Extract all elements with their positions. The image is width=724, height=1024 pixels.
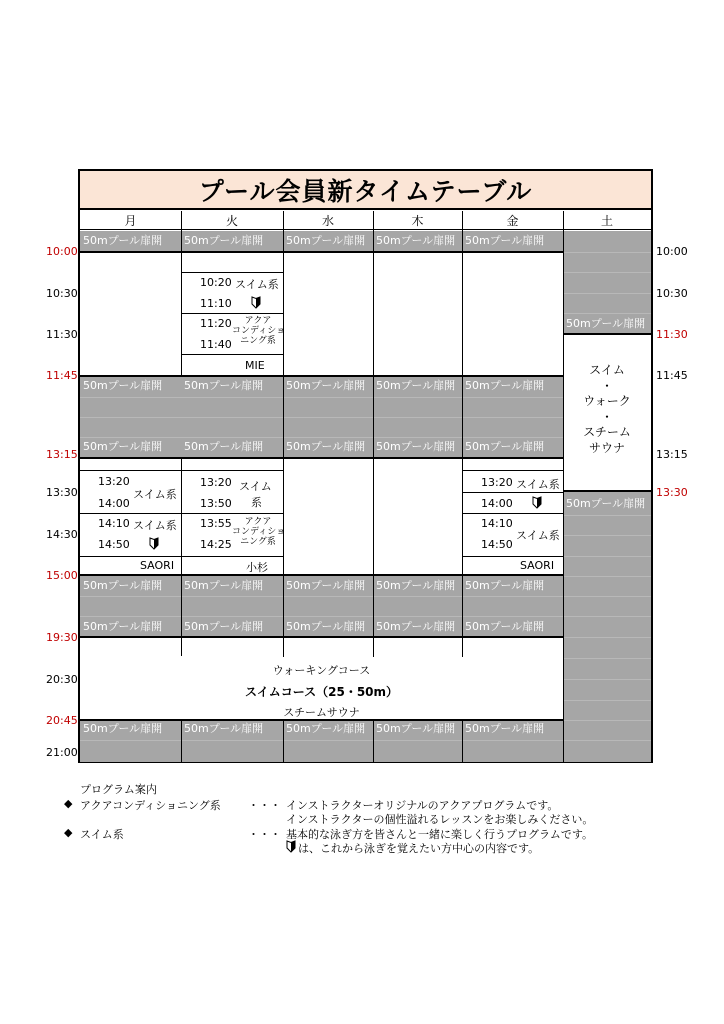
door-open-label: 50mプール扉開	[465, 379, 545, 392]
column-line	[181, 458, 182, 656]
sat-grid-line	[563, 535, 651, 536]
tue-aqua-label-1: アクア	[244, 316, 272, 326]
tue-aqua-label-3: ニング系	[240, 336, 276, 346]
mon-a-start: 13:20	[98, 475, 130, 488]
sat-grid-line	[563, 679, 651, 680]
tue-pm-b-start: 13:55	[200, 517, 232, 530]
left-time-1430: 14:30	[46, 528, 78, 541]
column-line	[462, 211, 463, 657]
tue-pm-b-label-3: ニング系	[240, 537, 276, 547]
evening-walking: ウォーキングコース	[272, 664, 371, 677]
sat-grid-line	[563, 313, 651, 314]
sat-block-line: ・	[600, 378, 613, 393]
door-open-label: 50mプール扉開	[465, 234, 545, 247]
tue-am-instructor: MIE	[245, 359, 265, 372]
door-open-label: 50mプール扉開	[286, 234, 366, 247]
legend-swim-desc-2: は、これから泳ぎを覚えたい方中心の内容です。	[298, 842, 540, 855]
door-open-label: 50mプール扉開	[184, 722, 264, 735]
separator-1145	[80, 375, 563, 377]
column-line	[373, 720, 374, 762]
tue-pm-instructor: 小杉	[246, 561, 268, 574]
sat-block-line: ・	[600, 409, 613, 424]
door-open-label: 50mプール扉開	[376, 379, 456, 392]
grid-line	[80, 417, 563, 418]
tue-pm-b-label	[232, 517, 284, 547]
door-open-label: 50mプール扉開	[184, 234, 264, 247]
tue-swim-label: スイム系	[235, 278, 279, 291]
sat-grid-line	[563, 616, 651, 617]
door-open-label: 50mプール扉開	[286, 722, 366, 735]
separator-1930	[80, 636, 563, 638]
day-header-mon: 月	[80, 211, 181, 230]
sat-block-line: スチーム	[583, 425, 631, 439]
right-time-1145: 11:45	[656, 369, 688, 382]
column-line	[283, 211, 284, 376]
door-open-label: 50mプール扉開	[286, 620, 366, 633]
tue-aqua-start: 11:20	[200, 317, 232, 330]
legend-dots: ・・・	[248, 828, 281, 841]
door-open-label: 50mプール扉開	[465, 579, 545, 592]
door-open-label: 50mプール扉開	[184, 440, 264, 453]
beginner-mark-icon	[286, 840, 296, 853]
sat-grid-line	[563, 740, 651, 741]
tue-pm-a-start: 13:20	[200, 476, 232, 489]
day-header-sat: 土	[563, 211, 651, 230]
tue-pm-line	[181, 513, 283, 514]
tue-am-line	[181, 272, 283, 273]
left-time-1000: 10:00	[46, 245, 78, 258]
mon-pm-instructor: SAORI	[140, 559, 175, 572]
door-open-label: 50mプール扉開	[83, 620, 163, 633]
door-open-label: 50mプール扉開	[184, 620, 264, 633]
sat-grid-line	[563, 272, 651, 273]
column-line	[373, 211, 374, 657]
evening-steam-sauna: スチームサウナ	[283, 706, 360, 719]
door-open-label: 50mプール扉開	[376, 722, 456, 735]
left-time-1145: 11:45	[46, 369, 78, 382]
legend-bullet: ◆	[64, 797, 73, 810]
fri-a-end: 14:00	[481, 497, 513, 510]
mon-pm-line	[80, 470, 181, 471]
tue-pm-b-label-2: コンディショ	[232, 527, 286, 537]
tue-pm-a-label-1: スイム	[239, 480, 272, 493]
grid-line	[80, 596, 563, 597]
sat-grid-line	[563, 293, 651, 294]
door-open-label: 50mプール扉開	[465, 722, 545, 735]
fri-pm-line	[462, 492, 563, 493]
fri-b-end: 14:50	[481, 538, 513, 551]
right-time-1030: 10:30	[656, 287, 688, 300]
door-open-label: 50mプール扉開	[83, 234, 163, 247]
column-line	[283, 720, 284, 762]
sat-grid-line	[563, 596, 651, 597]
right-time-1315: 13:15	[656, 448, 688, 461]
sat-grid-line	[563, 576, 651, 577]
right-time-1130: 11:30	[656, 328, 688, 341]
fri-a-label: スイム系	[516, 478, 560, 491]
left-time-2030: 20:30	[46, 673, 78, 686]
sat-grid-line	[563, 637, 651, 638]
sat-block-line: サウナ	[588, 440, 625, 455]
left-time-1315: 13:15	[46, 448, 78, 461]
door-open-label: 50mプール扉開	[286, 579, 366, 592]
fri-a-start: 13:20	[481, 476, 513, 489]
day-header-tue: 火	[181, 211, 283, 230]
door-open-label: 50mプール扉開	[376, 234, 456, 247]
tue-aqua-end: 11:40	[200, 338, 232, 351]
mon-pm-line	[80, 556, 181, 557]
legend-aqua-name: アクアコンディショニング系	[80, 799, 221, 812]
beginner-mark-icon	[149, 537, 159, 550]
door-open-label: 50mプール扉開	[184, 379, 264, 392]
door-open-label: 50mプール扉開	[286, 379, 366, 392]
sat-block-line: ウォーク	[583, 394, 631, 408]
sat-grid-line	[563, 700, 651, 701]
left-time-1130: 11:30	[46, 328, 78, 341]
sat-grid-line	[563, 252, 651, 253]
separator-1500	[80, 574, 563, 576]
door-open-label: 50mプール扉開	[465, 440, 545, 453]
legend-heading: プログラム案内	[80, 783, 157, 796]
legend-dots: ・・・	[248, 799, 281, 812]
tue-swim-end: 11:10	[200, 297, 232, 310]
sat-grid-line	[563, 658, 651, 659]
door-open-label: 50mプール扉開	[83, 440, 163, 453]
legend-swim-desc-1: 基本的な泳ぎ方を皆さんと一緒に楽しく行うプログラムです。	[286, 828, 594, 841]
legend-aqua-desc-1: インストラクターオリジナルのアクアプログラムです。	[286, 799, 559, 812]
fri-pm-line	[462, 513, 563, 514]
separator-1000	[80, 251, 563, 253]
tue-swim-start: 10:20	[200, 276, 232, 289]
tue-am-line	[181, 313, 283, 314]
legend-bullet: ◆	[64, 826, 73, 839]
separator-1315	[80, 457, 563, 459]
tue-pm-line	[181, 470, 283, 471]
door-open-label: 50mプール扉開	[83, 722, 163, 735]
left-time-2045: 20:45	[46, 714, 78, 727]
left-time-1930: 19:30	[46, 631, 78, 644]
left-time-1330: 13:30	[46, 486, 78, 499]
sat-open-block	[563, 333, 651, 492]
door-open-label-sat: 50mプール扉開	[566, 317, 646, 330]
day-header-fri: 金	[462, 211, 563, 230]
fri-pm-instructor: SAORI	[520, 559, 555, 572]
door-open-label: 50mプール扉開	[83, 379, 163, 392]
sat-grid-line	[563, 720, 651, 721]
column-line	[462, 720, 463, 762]
right-time-1330: 13:30	[656, 486, 688, 499]
door-open-label: 50mプール扉開	[376, 620, 456, 633]
tue-pm-line	[181, 556, 283, 557]
column-line	[181, 211, 182, 376]
day-header-thu: 木	[373, 211, 462, 230]
left-time-1030: 10:30	[46, 287, 78, 300]
tue-pm-b-end: 14:25	[200, 538, 232, 551]
legend-swim-name: スイム系	[80, 828, 124, 841]
grid-line	[80, 740, 563, 741]
beginner-mark-icon	[532, 496, 542, 509]
tue-am-line	[181, 354, 283, 355]
door-open-label: 50mプール扉開	[184, 579, 264, 592]
fri-pm-line	[462, 470, 563, 471]
fri-b-start: 14:10	[481, 517, 513, 530]
sat-block-line: スイム	[589, 363, 625, 377]
door-open-label: 50mプール扉開	[83, 579, 163, 592]
grid-line	[80, 437, 563, 438]
door-open-label: 50mプール扉開	[465, 620, 545, 633]
tue-pm-a-end: 13:50	[200, 497, 232, 510]
fri-b-label: スイム系	[516, 529, 560, 542]
tue-pm-b-label-1: アクア	[244, 517, 272, 527]
sat-gray-bottom	[563, 492, 651, 762]
sat-grid-line	[563, 556, 651, 557]
grid-line	[80, 616, 563, 617]
door-open-label-sat: 50mプール扉開	[566, 497, 646, 510]
mon-a-end: 14:00	[98, 497, 130, 510]
mon-pm-line	[80, 513, 181, 514]
legend-aqua-desc-2: インストラクターの個性溢れるレッスンをお楽しみください。	[286, 813, 594, 826]
evening-swim-course: スイムコース（25・50m）	[244, 685, 399, 699]
door-open-label: 50mプール扉開	[286, 440, 366, 453]
page-title: プール会員新タイムテーブル	[80, 171, 651, 210]
mon-b-label: スイム系	[133, 519, 177, 532]
day-header-wed: 水	[283, 211, 373, 230]
tue-pm-a-label-2: 系	[251, 496, 262, 509]
door-open-label: 50mプール扉開	[376, 579, 456, 592]
column-line	[181, 720, 182, 762]
door-open-label: 50mプール扉開	[376, 440, 456, 453]
column-line	[563, 211, 564, 762]
sat-grid-line	[563, 515, 651, 516]
mon-b-start: 14:10	[98, 517, 130, 530]
left-time-1500: 15:00	[46, 569, 78, 582]
right-time-1000: 10:00	[656, 245, 688, 258]
beginner-mark-icon	[251, 296, 261, 309]
mon-b-end: 14:50	[98, 538, 130, 551]
left-time-2100: 21:00	[46, 746, 78, 759]
grid-line	[80, 397, 563, 398]
fri-pm-line	[462, 556, 563, 557]
tue-aqua-label-2: コンディショ	[232, 326, 286, 336]
mon-a-label: スイム系	[133, 488, 177, 501]
tue-aqua-label	[232, 316, 284, 346]
